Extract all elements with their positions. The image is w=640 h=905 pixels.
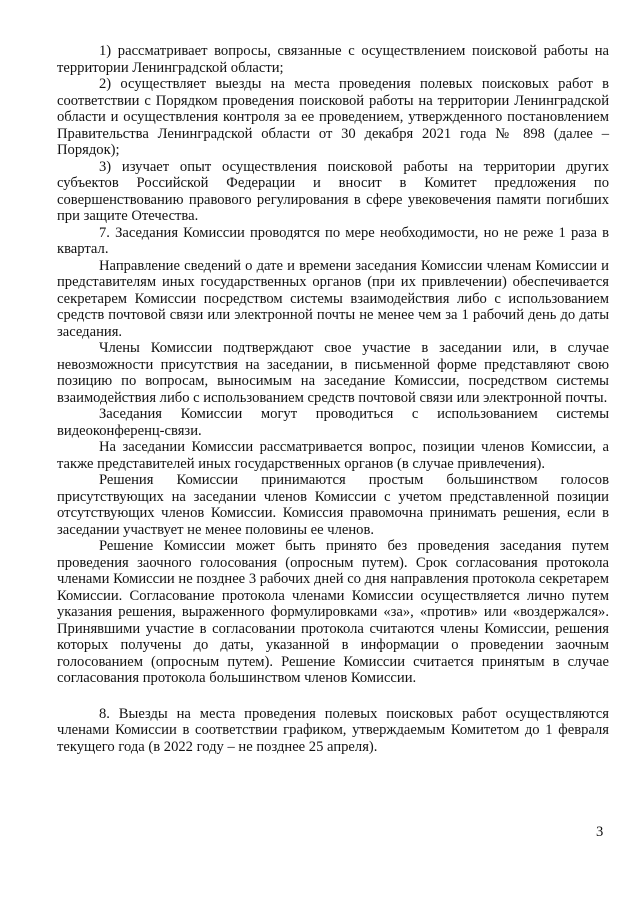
paragraph-videoconference: Заседания Комиссии могут проводиться с использованием системы видеоконференц-связи.	[57, 406, 609, 439]
paragraph-item-2: 2) осуществляет выезды на места проведения полевых поисковых работ в соответствии с Порядком проведения поисковой работы на территории Ленинградской области и осуществления контроля за ее проведением, утвержденного постановлением Правительства Ленинградской области от 30 декабря 2021 года № 898 (далее – Порядок);	[57, 76, 609, 158]
paragraph-participation: Члены Комиссии подтверждают свое участие в заседании или, в случае невозможности присутствия на заседании, в письменной форме представляют свою позицию по вопросам, выносимым на заседание Комиссии, посредством системы взаимодействия либо с использованием средств почтовой связи или электронной почты.	[57, 340, 609, 406]
paragraph-clause-8: 8. Выезды на места проведения полевых поисковых работ осуществляются членами Комиссии в соответствии графиком, утверждаемым Комитетом до 1 февраля текущего года (в 2022 году – не позднее 25 апреля).	[57, 705, 609, 755]
paragraph-agenda: На заседании Комиссии рассматривается вопрос, позиции членов Комиссии, а также представителей иных государственных органов (в случае привлечения).	[57, 439, 609, 472]
paragraph-absentee-vote: Решение Комиссии может быть принято без проведения заседания путем проведения заочного голосования (опросным путем). Срок согласования протокола членами Комиссии не позднее 3 рабочих дней со дня направления протокола секретарем Комиссии. Согласование протокола членами Комиссии осуществляется лично путем указания решения, выраженного формулировками «за», «против» или «воздержался». Принявшими участие в согласовании протокола считаются члены Комиссии, решения которых получены до даты, указанной в информации о проведении заочным голосованием (опросным путем). Решение Комиссии считается принятым в случае согласования протокола большинством членов Комиссии.	[57, 538, 609, 686]
paragraph-decisions: Решения Комиссии принимаются простым большинством голосов присутствующих на заседании членов Комиссии с учетом представленной позиции отсутствующих членов Комиссии. Комиссия правомочна принимать решения, если в заседании участвует не менее половины ее членов.	[57, 472, 609, 538]
page-number: 3	[596, 824, 604, 840]
paragraph-clause-7: 7. Заседания Комиссии проводятся по мере необходимости, но не реже 1 раза в квартал.	[57, 224, 609, 257]
paragraph-notification: Направление сведений о дате и времени заседания Комиссии членам Комиссии и представителям иных государственных органов (при их привлечении) обеспечивается секретарем Комиссии посредством системы взаимодействия либо с использованием средств почтовой связи или электронной почты не менее чем за 1 рабочий день до даты заседания.	[57, 257, 609, 340]
paragraph-item-3: 3) изучает опыт осуществления поисковой работы на территории других субъектов Российской Федерации и вносит в Комитет предложения по совершенствованию правового регулирования в сфере увековечения памяти погибших при защите Отечества.	[57, 158, 609, 224]
paragraph-item-1: 1) рассматривает вопросы, связанные с осуществлением поисковой работы на территории Ленинградской области;	[57, 43, 609, 76]
document-body	[57, 43, 609, 755]
